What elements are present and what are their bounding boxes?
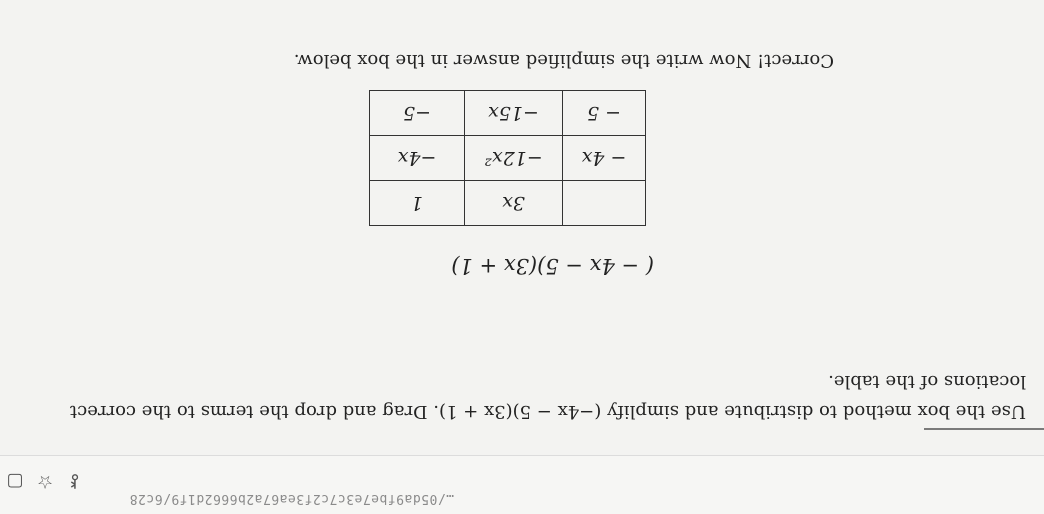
question-text: Use the box method to distribute and simplify (−4x − 5)(3x + 1). Drag and drop the terms to the correct locations of the table. [69, 371, 1026, 422]
divider [924, 428, 1044, 430]
drop-target-cell[interactable]: −15x [465, 91, 563, 136]
browser-toolbar [0, 455, 1044, 514]
drop-target-cell[interactable]: −12x² [465, 136, 563, 181]
table-header-cell: 3x [465, 181, 563, 226]
address-bar-url[interactable]: …/05da9fbe7e3c7c2f3ea67a2b6662d1f9/6c28 [129, 491, 454, 506]
drop-target-cell[interactable]: −5 [370, 91, 465, 136]
table-corner-cell [563, 181, 646, 226]
table-header-cell: 1 [370, 181, 465, 226]
table-row [370, 136, 646, 181]
key-icon[interactable]: ⚷ [68, 471, 82, 492]
feedback-message: Correct! Now write the simplified answer in the box below. [293, 50, 834, 71]
table-row-header: − 4x [563, 136, 646, 181]
math-expression: ( − 4x − 5)(3x + 1) [451, 254, 654, 278]
star-icon[interactable]: ☆ [36, 471, 54, 492]
drop-target-cell[interactable]: −4x [370, 136, 465, 181]
table-header-row [370, 181, 646, 226]
table-row [370, 91, 646, 136]
extension-icon[interactable]: ▢ [6, 471, 24, 492]
table-row-header: − 5 [563, 91, 646, 136]
box-method-table [369, 90, 646, 226]
